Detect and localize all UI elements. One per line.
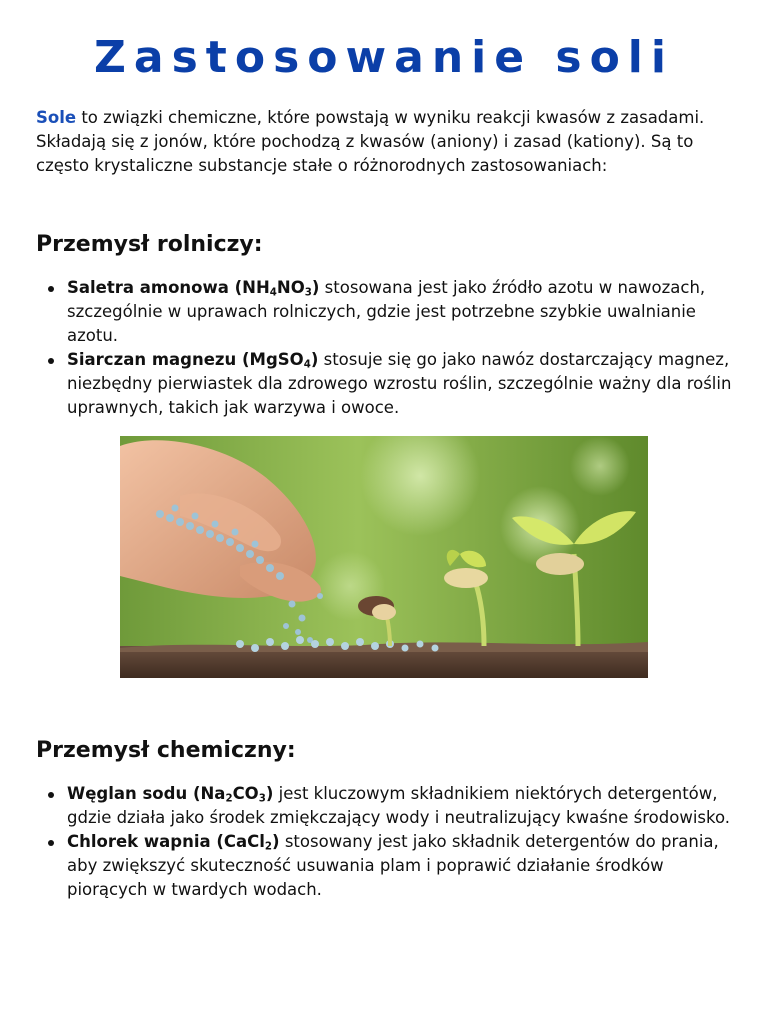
section-heading-chemical: Przemysł chemiczny: — [36, 738, 296, 763]
page-title: Zastosowanie soli — [94, 32, 674, 83]
salt-name: Węglan sodu $(Na_2CO_3)$ — [67, 784, 274, 805]
intro-paragraph — [36, 106, 732, 178]
section-heading-agriculture: Przemysł rolniczy: — [36, 232, 263, 257]
salt-description: stosowana jest jako źródło azotu w nawozach, szczególnie w uprawach rolniczych, gdzie jest potrzebne szybkie uwalnianie azotu. — [67, 278, 706, 345]
salt-name: Chlorek wapnia (CaCl$_2$) — [67, 832, 280, 853]
salt-name: Saletra amonowa $(NH_4NO_3)$ — [67, 278, 320, 299]
fertilizer-seedlings-photo — [120, 436, 648, 678]
list-item — [67, 276, 732, 348]
list-item — [67, 830, 732, 902]
salt-name: Siarczan magnezu (MgSO$_4$) — [67, 350, 319, 371]
chemical-list — [36, 782, 732, 902]
list-item — [67, 348, 732, 420]
salt-description: stosowany jest jako składnik detergentów do prania, aby zwiększyć skuteczność usuwania plam i poprawić działanie środków piorących w twardych wodach. — [67, 832, 719, 899]
intro-keyword: Sole — [36, 108, 77, 127]
agriculture-list — [36, 276, 732, 420]
salt-description: stosuje się go jako nawóz dostarczający magnez, niezbędny pierwiastek dla zdrowego wzrostu roślin, szczególnie ważny dla roślin uprawnych, takich jak warzywa i owoce. — [67, 350, 732, 417]
list-item — [67, 782, 732, 830]
salt-description: jest kluczowym składnikiem niektórych detergentów, gdzie działa jako środek zmiękczający wody i neutralizujący kwaśne środowisko. — [67, 784, 731, 827]
intro-text: to związki chemiczne, które powstają w wyniku reakcji kwasów z zasadami. Składają się z jonów, które pochodzą z kwasów (aniony) i zasad (kationy). Są to często krystaliczne substancje stałe o różnorodnych zastosowaniach: — [36, 108, 705, 175]
